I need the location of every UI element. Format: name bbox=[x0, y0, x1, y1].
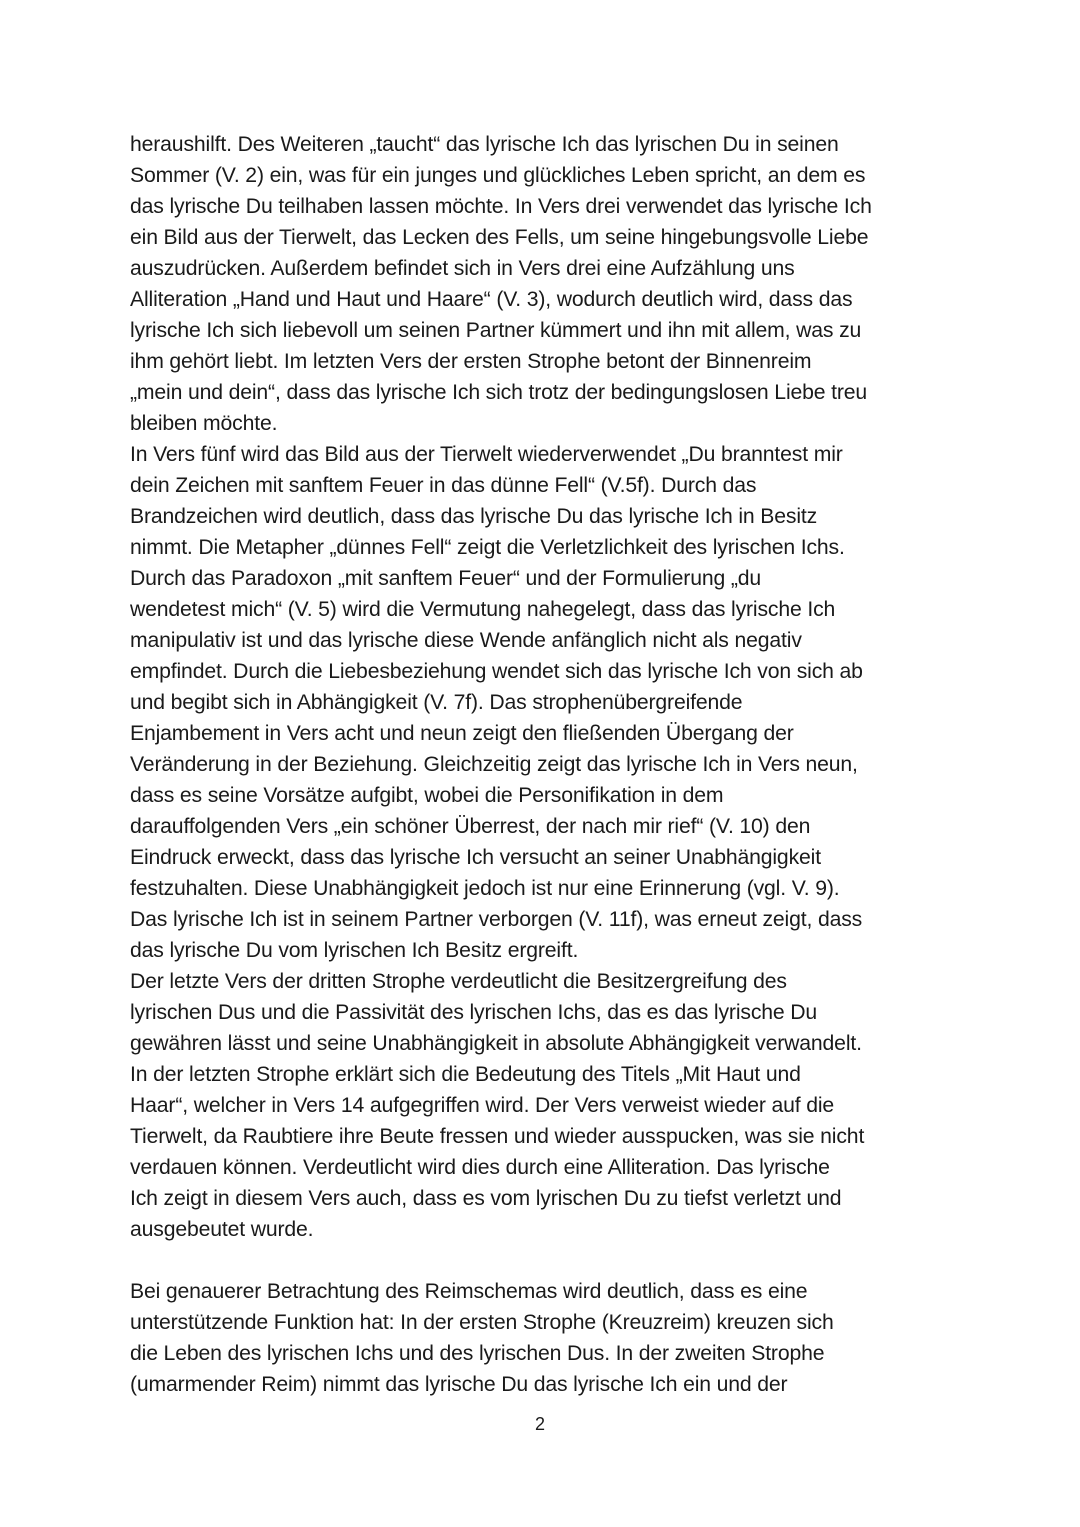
text-line: (umarmender Reim) nimmt das lyrische Du das lyrische Ich ein und der bbox=[130, 1373, 788, 1396]
text-line: dass es seine Vorsätze aufgibt, wobei die Personifikation in dem bbox=[130, 784, 724, 807]
text-line: Das lyrische Ich ist in seinem Partner verborgen (V. 11f), was erneut zeigt, dass bbox=[130, 908, 863, 931]
paragraph-1 bbox=[130, 129, 960, 439]
text-line: ein Bild aus der Tierwelt, das Lecken des Fells, um seine hingebungsvolle Liebe bbox=[130, 226, 869, 249]
text-line: heraushilft. Des Weiteren „taucht“ das lyrische Ich das lyrischen Du in seinen bbox=[130, 133, 839, 156]
text-line: ihm gehört liebt. Im letzten Vers der ersten Strophe betont der Binnenreim bbox=[130, 350, 812, 373]
text-line: Bei genauerer Betrachtung des Reimschemas wird deutlich, dass es eine bbox=[130, 1280, 808, 1303]
text-line: Tierwelt, da Raubtiere ihre Beute fressen und wieder ausspucken, was sie nicht bbox=[130, 1125, 865, 1148]
text-line: In Vers fünf wird das Bild aus der Tierwelt wiederverwendet „Du branntest mir bbox=[130, 443, 843, 466]
text-line: Durch das Paradoxon „mit sanftem Feuer“ und der Formulierung „du bbox=[130, 567, 762, 590]
text-line: bleiben möchte. bbox=[130, 412, 278, 435]
text-line: die Leben des lyrischen Ichs und des lyrischen Dus. In der zweiten Strophe bbox=[130, 1342, 825, 1365]
text-line: auszudrücken. Außerdem befindet sich in Vers drei eine Aufzählung uns bbox=[130, 257, 795, 280]
text-line: darauffolgenden Vers „ein schöner Überrest, der nach mir rief“ (V. 10) den bbox=[130, 815, 811, 838]
text-line: dein Zeichen mit sanftem Feuer in das dünne Fell“ (V.5f). Durch das bbox=[130, 474, 757, 497]
paragraph-4 bbox=[130, 1276, 960, 1400]
text-line: Haar“, welcher in Vers 14 aufgegriffen wird. Der Vers verweist wieder auf die bbox=[130, 1094, 835, 1117]
page-number: 2 bbox=[534, 1414, 545, 1434]
text-line: Ich zeigt in diesem Vers auch, dass es vom lyrischen Du zu tiefst verletzt und bbox=[130, 1187, 842, 1210]
text-line: Sommer (V. 2) ein, was für ein junges und glückliches Leben spricht, an dem es bbox=[130, 164, 866, 187]
text-line: wendetest mich“ (V. 5) wird die Vermutung nahegelegt, dass das lyrische Ich bbox=[130, 598, 836, 621]
text-line: das lyrische Du teilhaben lassen möchte. In Vers drei verwendet das lyrische Ich bbox=[130, 195, 872, 218]
body-text bbox=[130, 129, 960, 1400]
text-line: „mein und dein“, dass das lyrische Ich sich trotz der bedingungslosen Liebe treu bbox=[130, 381, 868, 404]
text-line: lyrische Ich sich liebevoll um seinen Partner kümmert und ihn mit allem, was zu bbox=[130, 319, 862, 342]
text-line: lyrischen Dus und die Passivität des lyrischen Ichs, das es das lyrische Du bbox=[130, 1001, 818, 1024]
paragraph-3 bbox=[130, 966, 960, 1245]
text-line: Alliteration „Hand und Haut und Haare“ (V. 3), wodurch deutlich wird, dass das bbox=[130, 288, 853, 311]
text-line: In der letzten Strophe erklärt sich die Bedeutung des Titels „Mit Haut und bbox=[130, 1063, 801, 1086]
text-line: nimmt. Die Metapher „dünnes Fell“ zeigt die Verletzlichkeit des lyrischen Ichs. bbox=[130, 536, 845, 559]
text-line: Eindruck erweckt, dass das lyrische Ich versucht an seiner Unabhängigkeit bbox=[130, 846, 821, 869]
text-line: Der letzte Vers der dritten Strophe verdeutlicht die Besitzergreifung des bbox=[130, 970, 787, 993]
text-line: empfindet. Durch die Liebesbeziehung wendet sich das lyrische Ich von sich ab bbox=[130, 660, 863, 683]
text-line: unterstützende Funktion hat: In der ersten Strophe (Kreuzreim) kreuzen sich bbox=[130, 1311, 834, 1334]
text-line: Veränderung in der Beziehung. Gleichzeitig zeigt das lyrische Ich in Vers neun, bbox=[130, 753, 858, 776]
paragraph-2 bbox=[130, 439, 960, 966]
text-line: Brandzeichen wird deutlich, dass das lyrische Du das lyrische Ich in Besitz bbox=[130, 505, 818, 528]
text-line: gewähren lässt und seine Unabhängigkeit in absolute Abhängigkeit verwandelt. bbox=[130, 1032, 862, 1055]
text-line: manipulativ ist und das lyrische diese Wende anfänglich nicht als negativ bbox=[130, 629, 802, 652]
text-line: festzuhalten. Diese Unabhängigkeit jedoch ist nur eine Erinnerung (vgl. V. 9). bbox=[130, 877, 840, 900]
text-line: verdauen können. Verdeutlicht wird dies durch eine Alliteration. Das lyrische bbox=[130, 1156, 830, 1179]
text-line: ausgebeutet wurde. bbox=[130, 1218, 314, 1241]
text-line: und begibt sich in Abhängigkeit (V. 7f). Das strophenübergreifende bbox=[130, 691, 743, 714]
text-line: das lyrische Du vom lyrischen Ich Besitz ergreift. bbox=[130, 939, 579, 962]
text-line: Enjambement in Vers acht und neun zeigt den fließenden Übergang der bbox=[130, 722, 794, 745]
